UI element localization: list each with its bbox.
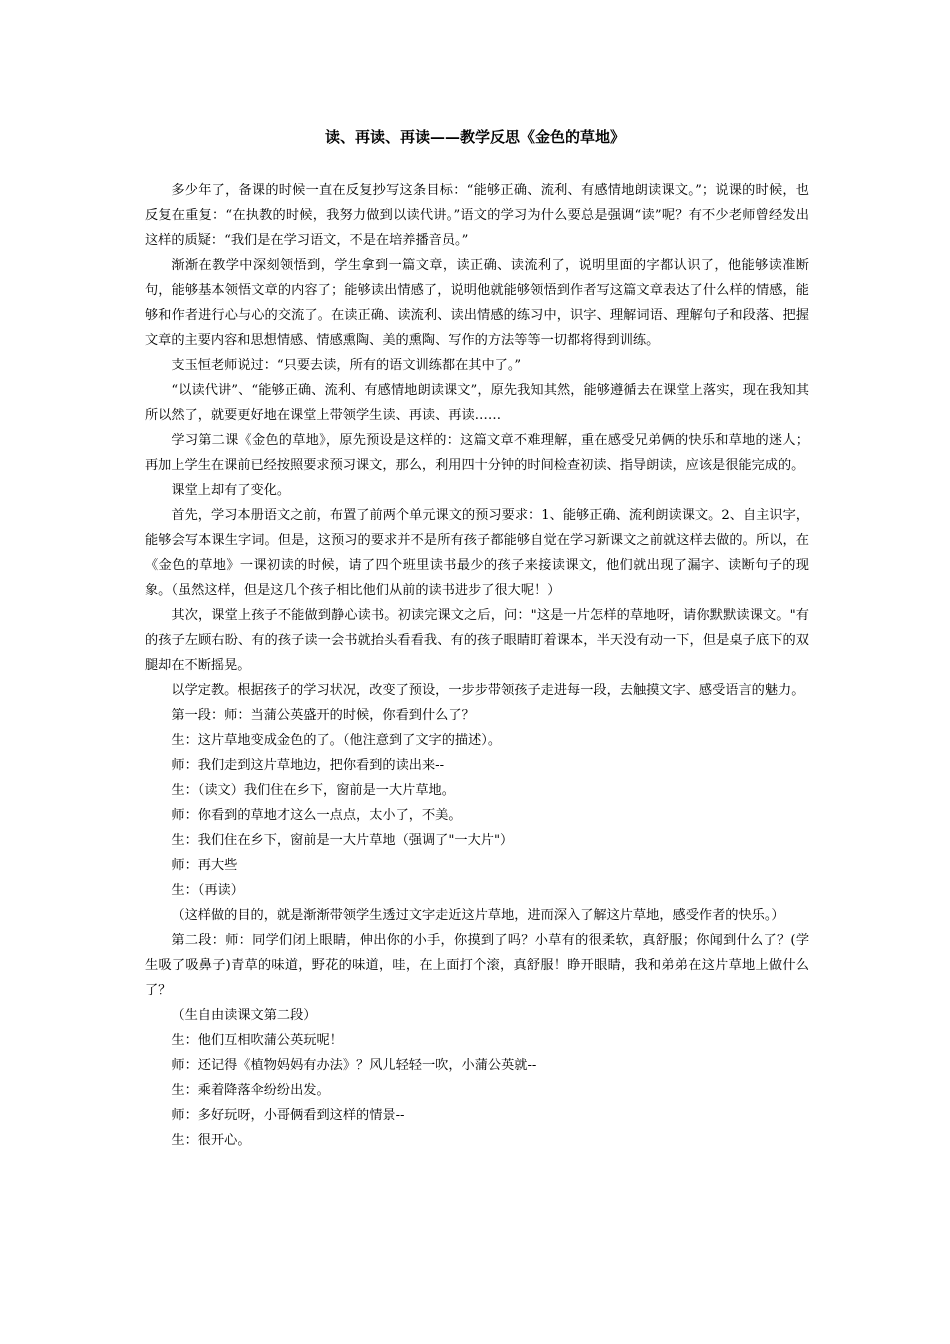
dialogue-line: 师：多好玩呀，小哥俩看到这样的情景-- (171, 1108, 405, 1123)
paragraph: 多少年了，备课的时候一直在反复抄写这条目标：“能够正确、流利、有感情地朗读课文。”；说课的时候，也反复在重复：“在执教的时候，我努力做到以读代讲。”语文的学习为什么要总是强调“读”呢？有不少老师曾经发出这样的质疑：“我们是在学习语文，不是在培养播音员。” (145, 183, 809, 248)
dialogue-line: 生：我们住在乡下，窗前是一大片草地（强调了"一大片"） (171, 833, 514, 848)
dialogue-line: 师：还记得《植物妈妈有办法》？风儿轻轻一吹，小蒲公英就-- (171, 1058, 537, 1073)
document-title: 读、再读、再读——教学反思《金色的草地》 (324, 128, 625, 146)
dialogue-line: 第一段：师：当蒲公英盛开的时候，你看到什么了？ (171, 708, 475, 723)
dialogue-line: （生自由读课文第二段） (171, 1008, 317, 1023)
dialogue-line: 生：他们互相吹蒲公英玩呢！ (171, 1033, 343, 1048)
paragraph: 以学定教。根据孩子的学习状况，改变了预设，一步步带领孩子走进每一段，去触摸文字、感受语言的魅力。 (171, 683, 805, 698)
dialogue-line: 生：（再读） (171, 883, 244, 898)
paragraph: （这样做的目的，就是渐渐带领学生透过文字走近这片草地，进而深入了解这片草地，感受作者的快乐。） (171, 908, 785, 923)
dialogue-line: 生：很开心。 (171, 1133, 251, 1148)
paragraph: 课堂上却有了变化。 (171, 483, 291, 498)
paragraph: 渐渐在教学中深刻领悟到，学生拿到一篇文章，读正确、读流利了，说明里面的字都认识了，他能够读准断句，能够基本领悟文章的内容了；能够读出情感了，说明他就能够领悟到作者写这篇文章表达了什么样的情感，能够和作者进行心与心的交流了。在读正确、读流利、读出情感的练习中，识字、理解词语、理解句子和段落、把握文章的主要内容和思想情感、情感熏陶、美的熏陶、写作的方法等等一切都将得到训练。 (145, 258, 809, 348)
dialogue-line: 第二段：师：同学们闭上眼睛，伸出你的小手，你摸到了吗？小草有的很柔软，真舒服；你闻到什么了？(学生吸了吸鼻子)青草的味道，野花的味道，哇，在上面打个滚，真舒服！睁开眼睛，我和弟弟在这片草地上做什么了？ (145, 933, 809, 998)
paragraph: 支玉恒老师说过：“只要去读，所有的语文训练都在其中了。” (171, 358, 522, 373)
dialogue-line: 师：你看到的草地才这么一点点，太小了，不美。 (171, 808, 462, 823)
dialogue-line: 师：再大些 (171, 858, 238, 873)
paragraph: “以读代讲”、“能够正确、流利、有感情地朗读课文”，原先我知其然，能够遵循去在课堂上落实，现在我知其所以然了，就要更好地在课堂上带领学生读、再读、再读…… (145, 383, 809, 423)
document-body (145, 178, 809, 1153)
dialogue-line: 生：乘着降落伞纷纷出发。 (171, 1083, 330, 1098)
paragraph: 其次，课堂上孩子不能做到静心读书。初读完课文之后，问："这是一片怎样的草地呀，请你默默读课文。"有的孩子左顾右盼、有的孩子读一会书就抬头看看我、有的孩子眼睛盯着课本，半天没有动一下，但是桌子底下的双腿却在不断摇晃。 (145, 608, 809, 673)
dialogue-line: 师：我们走到这片草地边，把你看到的读出来-- (171, 758, 445, 773)
dialogue-line: 生：（读文）我们住在乡下，窗前是一大片草地。 (171, 783, 455, 798)
paragraph: 学习第二课《金色的草地》，原先预设是这样的：这篇文章不难理解，重在感受兄弟俩的快乐和草地的迷人；再加上学生在课前已经按照要求预习课文，那么，利用四十分钟的时间检查初读、指导朗读，应该是很能完成的。 (145, 433, 809, 473)
dialogue-line: 生：这片草地变成金色的了。（他注意到了文字的描述）。 (171, 733, 502, 748)
paragraph: 首先，学习本册语文之前，布置了前两个单元课文的预习要求：1、能够正确、流利朗读课文。2、自主识字，能够会写本课生字词。但是，这预习的要求并不是所有孩子都能够自觉在学习新课文之前就这样去做的。所以，在《金色的草地》一课初读的时候，请了四个班里读书最少的孩子来接读课文，他们就出现了漏字、读断句子的现象。（虽然这样，但是这几个孩子相比他们从前的读书进步了很大呢！） (145, 508, 809, 598)
